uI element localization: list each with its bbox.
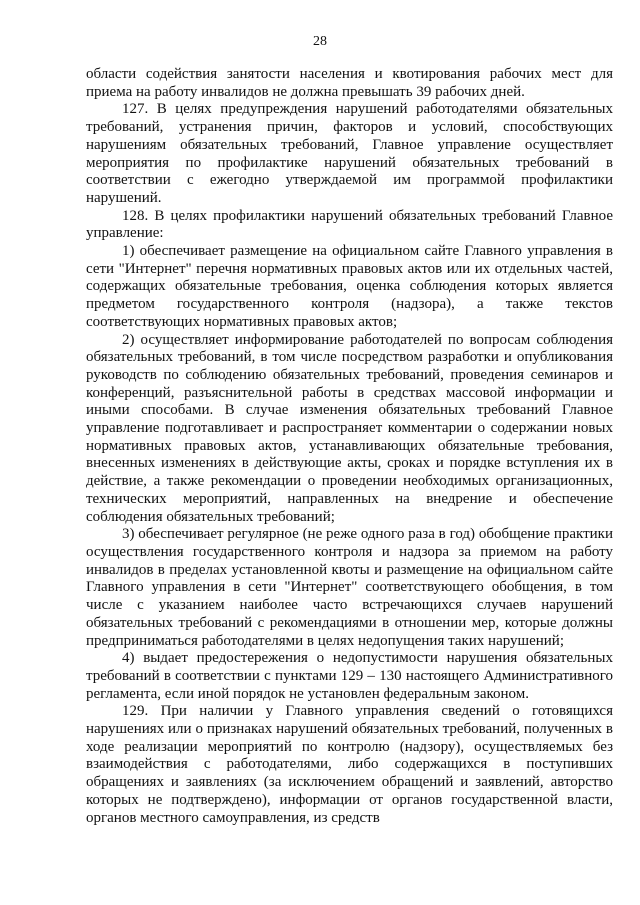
- paragraph-129: 129. При наличии у Главного управления сведений о готовящихся нарушениях или о признаках нарушений обязательных требований, полученных в ходе реализации мероприятий по контролю (надзору), осуществляемых без взаимодействия с работодателями, либо содержащихся в поступивших обращениях и заявлениях (за исключением обращений и заявлений, авторство которых не подтверждено), информации от органов государственной власти, органов местного самоуправления, из средств: [86, 703, 613, 826]
- paragraph-128-item-4: 4) выдает предостережения о недопустимости нарушения обязательных требований в соответствии с пунктами 129 – 130 настоящего Административного регламента, если иной порядок не установлен федеральным законом.: [86, 650, 613, 702]
- document-body: [86, 66, 613, 827]
- paragraph-128-item-3: 3) обеспечивает регулярное (не реже одного раза в год) обобщение практики осуществления государственного контроля и надзора за приемом на работу инвалидов в пределах установленной квоты и размещение на официальном сайте Главного управления в сети "Интернет" соответствующего обобщения, в том числе с указанием наиболее часто встречающихся случаев нарушений обязательных требований с рекомендациями в отношении мер, которые должны предприниматься работодателями в целях недопущения таких нарушений;: [86, 526, 613, 649]
- paragraph-127: 127. В целях предупреждения нарушений работодателями обязательных требований, устранения причин, факторов и условий, способствующих нарушениям обязательных требований, Главное управление осуществляет мероприятия по профилактике нарушений обязательных требований в соответствии с ежегодно утверждаемой им программой профилактики нарушений.: [86, 101, 613, 206]
- paragraph-continuation: области содействия занятости населения и квотирования рабочих мест для приема на работу инвалидов не должна превышать 39 рабочих дней.: [86, 66, 613, 100]
- paragraph-128-item-1: 1) обеспечивает размещение на официальном сайте Главного управления в сети "Интернет" перечня нормативных правовых актов или их отдельных частей, содержащих обязательные требования, оценка соблюдения которых является предметом государственного контроля (надзора), а также текстов соответствующих нормативных правовых актов;: [86, 243, 613, 330]
- paragraph-128-item-2: 2) осуществляет информирование работодателей по вопросам соблюдения обязательных требований, в том числе посредством разработки и опубликования руководств по соблюдению обязательных требований, проведения семинаров и конференций, разъяснительной работы в средствах массовой информации и иными способами. В случае изменения обязательных требований Главное управление подготавливает и распространяет комментарии о содержании новых нормативных правовых актов, устанавливающих обязательные требования, внесенных изменениях в действующие акты, сроках и порядке вступления их в действие, а также рекомендации о проведении необходимых организационных, технических мероприятий, направленных на внедрение и обеспечение соблюдения обязательных требований;: [86, 331, 613, 525]
- paragraph-128: 128. В целях профилактики нарушений обязательных требований Главное управление:: [86, 207, 613, 242]
- page-number: 28: [313, 34, 327, 49]
